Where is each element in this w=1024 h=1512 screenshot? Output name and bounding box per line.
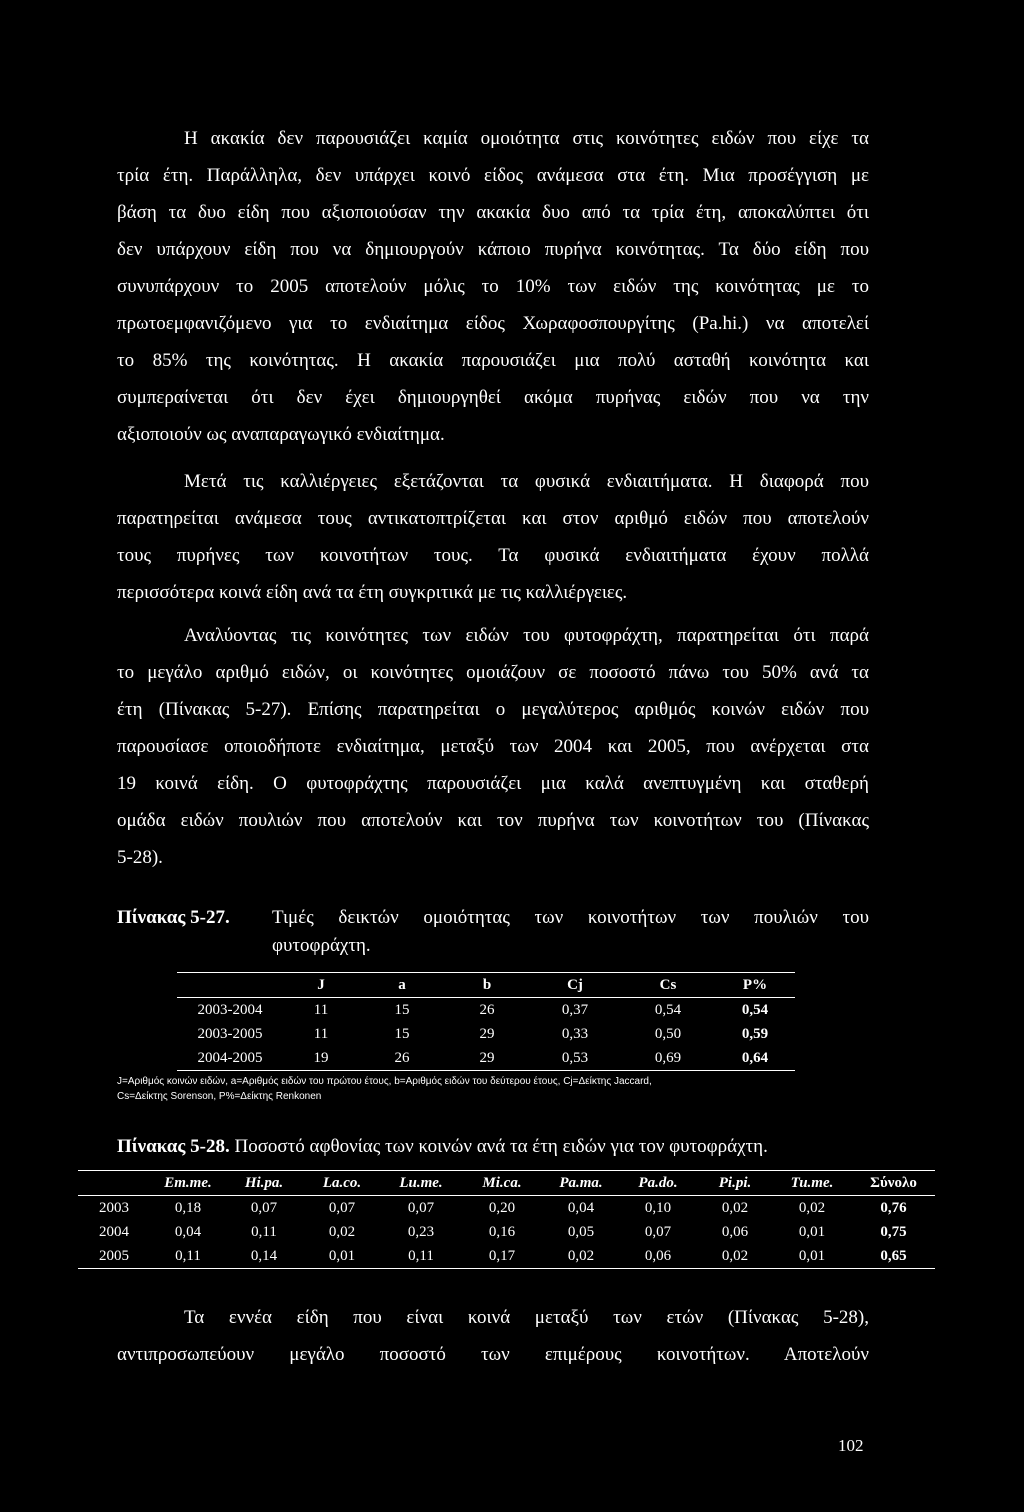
text-line: δεν υπάρχουν είδη που να δημιουργούν κάποιο πυρήνα κοινότητας. Τα δύο είδη που [117, 239, 869, 260]
table-cell: 0,06 [644, 1247, 672, 1264]
text-line: Αναλύοντας τις κοινότητες των ειδών του φυτοφράχτη, παρατηρείται ότι παρά [184, 625, 869, 646]
table-cell: 0,17 [488, 1247, 516, 1264]
footnote-line: Cs=Δείκτης Sorenson, P%=Δείκτης Renkonen [117, 1091, 322, 1102]
table-cell: 0,07 [328, 1199, 356, 1216]
text-line: Μετά τις καλλιέργειες εξετάζονται τα φυσικά ενδιαιτήματα. Η διαφορά που [184, 471, 869, 492]
column-header: b [482, 976, 492, 993]
row-label: 2003 [99, 1199, 129, 1216]
row-label: 2004-2005 [197, 1049, 263, 1066]
table-cell: 29 [479, 1025, 495, 1042]
table-cell: 0,02 [567, 1247, 595, 1264]
table-caption-label: Πίνακας 5-27. [117, 907, 230, 928]
table-cell: 0,11 [175, 1247, 201, 1264]
text-line: Τα εννέα είδη που είναι κοινά μεταξύ των ετών (Πίνακας 5-28), [184, 1307, 869, 1328]
table-row [177, 998, 795, 1023]
table-cell: 0,64 [741, 1049, 769, 1066]
table-cell: 0,50 [654, 1025, 682, 1042]
table-row [177, 1022, 795, 1046]
column-header: Tu.me. [790, 1174, 834, 1191]
table-cell: 0,07 [250, 1199, 278, 1216]
text-line: τρία έτη. Παράλληλα, δεν υπάρχει κοινό είδος ανάμεσα στα έτη. Μια προσέγγιση με [117, 165, 869, 186]
table-cell: 0,65 [880, 1247, 907, 1264]
text-line: συνυπάρχουν το 2005 αποτελούν μόλις το 10% των ειδών της κοινότητας με το [117, 276, 869, 297]
table-footnote [117, 1074, 877, 1104]
text-line: περισσότερα κοινά είδη ανά τα έτη συγκριτικά με τις καλλιέργειες. [117, 582, 628, 603]
paragraph-4 [117, 1299, 869, 1373]
column-header: a [398, 976, 406, 993]
table-row [78, 1244, 935, 1269]
text-line: αξιοποιούν ως αναπαραγωγικό ενδιαίτημα. [117, 424, 445, 445]
column-header: P% [742, 976, 768, 993]
table-cell: 0,02 [798, 1199, 826, 1216]
column-header: Cj [567, 976, 583, 993]
table-cell: 0,14 [250, 1247, 278, 1264]
row-label: 2005 [99, 1247, 129, 1264]
table-cell: 0,06 [721, 1223, 749, 1240]
column-header [78, 1171, 150, 1196]
paragraph-1 [117, 120, 869, 453]
text-line: Η ακακία δεν παρουσιάζει καμία ομοιότητα στις κοινότητες ειδών που είχε τα [184, 128, 869, 149]
table-cell: 0,11 [408, 1247, 434, 1264]
table-cell: 26 [479, 1001, 495, 1018]
column-header: Mi.ca. [482, 1174, 522, 1191]
column-header: Hi.pa. [244, 1174, 284, 1191]
table-cell: 0,02 [328, 1223, 356, 1240]
table-header-row [177, 973, 795, 998]
table-cell: 0,23 [407, 1223, 435, 1240]
table-caption-text: Τιμές δεικτών ομοιότητας των κοινοτήτων των πουλιών του [272, 907, 869, 928]
text-line: έτη (Πίνακας 5-27). Επίσης παρατηρείται ο μεγαλύτερος αριθμός κοινών ειδών που [117, 699, 869, 720]
table-cell: 11 [313, 1001, 329, 1018]
table-cell: 0,01 [798, 1247, 826, 1264]
column-header [177, 973, 283, 998]
abundance-table [78, 1170, 935, 1269]
column-header: Em.me. [164, 1174, 212, 1191]
table-caption-5-27 [117, 904, 869, 960]
similarity-table [177, 972, 795, 1071]
table-row [78, 1220, 935, 1244]
table-cell: 0,76 [880, 1199, 907, 1216]
table-caption-text: φυτοφράχτη. [272, 935, 371, 956]
table-cell: 0,54 [741, 1001, 769, 1018]
table-caption-text: Ποσοστό αφθονίας των κοινών ανά τα έτη ειδών για τον φυτοφράχτη. [234, 1136, 768, 1157]
text-line: το μεγάλο αριθμό ειδών, οι κοινότητες ομοιάζουν σε ποσοστό πάνω του 50% ανά τα [117, 662, 869, 683]
text-line: βάση τα δυο είδη που αξιοποιούσαν την ακακία δυο από τα τρία έτη, αποκαλύπτει ότι [117, 202, 869, 223]
footnote-line: J=Αριθμός κοινών ειδών, a=Αριθμός ειδών του πρώτου έτους, b=Αριθμός ειδών του δεύτερου έτους, Cj=Δείκτης Jaccard, [117, 1076, 652, 1087]
text-line: 19 κοινά είδη. Ο φυτοφράχτης παρουσιάζει μια καλά ανεπτυγμένη και σταθερή [117, 773, 869, 794]
column-header: La.co. [322, 1174, 362, 1191]
text-line: ομάδα ειδών πουλιών που αποτελούν και τον πυρήνα των κοινοτήτων του (Πίνακας [117, 810, 869, 831]
table-cell: 0,75 [880, 1223, 907, 1240]
table-cell: 0,69 [654, 1049, 682, 1066]
column-header: J [317, 976, 325, 993]
table-caption-label: Πίνακας 5-28. [117, 1136, 230, 1157]
page-number: 102 [838, 1436, 864, 1455]
table-cell: 0,05 [567, 1223, 595, 1240]
column-header: Pa.do. [638, 1174, 678, 1191]
table-caption-5-28 [117, 1133, 869, 1161]
column-header: Pa.ma. [559, 1174, 603, 1191]
table-cell: 0,53 [561, 1049, 589, 1066]
text-line: το 85% της κοινότητας. Η ακακία παρουσιάζει μια πολύ ασταθή κοινότητα και [117, 350, 869, 371]
table-cell: 0,16 [488, 1223, 516, 1240]
column-header: Σύνολο [870, 1174, 917, 1191]
text-line: συμπεραίνεται ότι δεν έχει δημιουργηθεί ακόμα πυρήνας ειδών που να την [117, 387, 869, 408]
table-cell: 0,04 [567, 1199, 595, 1216]
table-cell: 0,07 [644, 1223, 672, 1240]
table-cell: 0,07 [407, 1199, 435, 1216]
text-line: αντιπροσωπεύουν μεγάλο ποσοστό των επιμέρους κοινοτήτων. Αποτελούν [117, 1344, 869, 1365]
text-line: τους πυρήνες των κοινοτήτων τους. Τα φυσικά ενδιαιτήματα έχουν πολλά [117, 545, 869, 566]
text-line: 5-28). [117, 847, 163, 868]
column-header: Lu.me. [399, 1174, 443, 1191]
table-cell: 0,02 [721, 1199, 749, 1216]
row-label: 2004 [99, 1223, 129, 1240]
row-label: 2003-2004 [197, 1001, 263, 1018]
text-line: πρωτοεμφανιζόμενο για το ενδιαίτημα είδος Χωραφοσπουργίτης (Pa.hi.) να αποτελεί [117, 313, 869, 334]
table-cell: 26 [394, 1049, 410, 1066]
table-cell: 0,01 [328, 1247, 356, 1264]
table-row [177, 1046, 795, 1071]
table-cell: 0,01 [798, 1223, 826, 1240]
table-cell: 0,54 [654, 1001, 682, 1018]
table-cell: 15 [394, 1001, 410, 1018]
table-cell: 0,20 [488, 1199, 516, 1216]
table-row [78, 1196, 935, 1221]
text-line: παρατηρείται ανάμεσα τους αντικατοπτρίζεται και στον αριθμό ειδών που αποτελούν [117, 508, 869, 529]
column-header: Cs [659, 976, 677, 993]
row-label: 2003-2005 [197, 1025, 263, 1042]
table-cell: 0,59 [741, 1025, 769, 1042]
table-header-row [78, 1171, 935, 1196]
table-cell: 19 [313, 1049, 329, 1066]
table-cell: 0,11 [251, 1223, 277, 1240]
table-cell: 0,37 [561, 1001, 589, 1018]
table-cell: 29 [479, 1049, 495, 1066]
table-cell: 0,33 [561, 1025, 589, 1042]
table-cell: 15 [394, 1025, 410, 1042]
table-cell: 11 [313, 1025, 329, 1042]
paragraph-2 [117, 463, 869, 611]
text-line: παρουσίασε οποιοδήποτε ενδιαίτημα, μεταξύ των 2004 και 2005, που ανέρχεται στα [117, 736, 869, 757]
table-cell: 0,18 [174, 1199, 202, 1216]
table-cell: 0,04 [174, 1223, 202, 1240]
table-cell: 0,02 [721, 1247, 749, 1264]
table-cell: 0,10 [644, 1199, 672, 1216]
column-header: Pi.pi. [718, 1174, 752, 1191]
paragraph-3 [117, 617, 869, 876]
